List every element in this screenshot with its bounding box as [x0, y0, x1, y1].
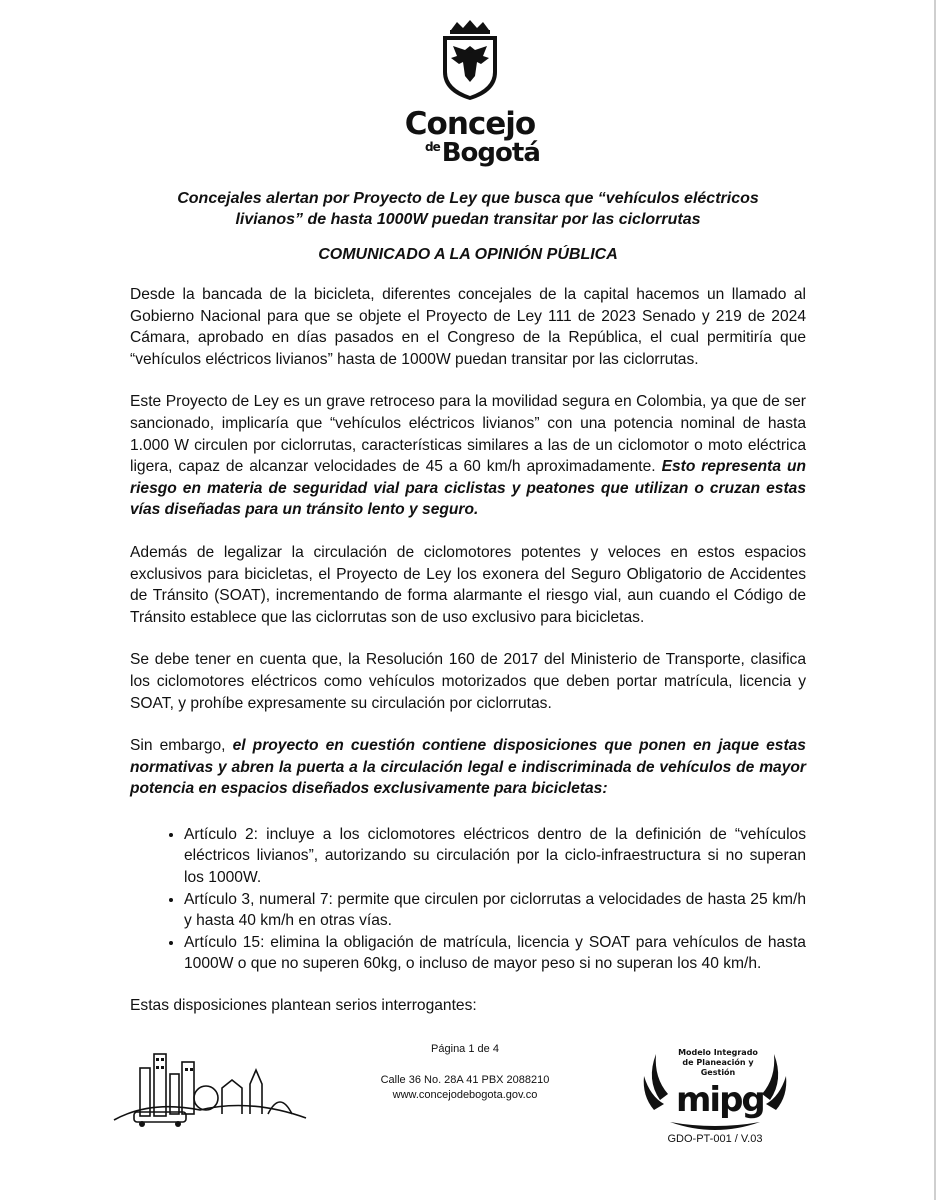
page-number: Página 1 de 4: [431, 1043, 499, 1055]
footer-website: www.concejodebogota.gov.co: [392, 1089, 538, 1101]
document-title: [130, 188, 806, 230]
paragraph-1: Desde la bancada de la bicicleta, diferentes concejales de la capital hacemos un llamado al Gobierno Nacional para que se objete el Proyecto de Ley 111 de 2023 Senado y 219 de 2024 Cámara, aprobado en días pasados en el Congreso de la República, el cual permitiría que “vehículos eléctricos livianos” hasta de 1000W puedan transitar por las ciclorrutas.: [130, 286, 806, 368]
paragraph-2-emphasis: Esto representa un riesgo en materia de seguridad vial para ciclistas y peatones que utilizan o cruzan estas vías diseñadas para un tránsito lento y seguro.: [130, 458, 806, 519]
logo-word-bogota-text: Bogotá: [441, 138, 540, 168]
list-item: • Artículo 3, numeral 7: permite que circulen por ciclorrutas a velocidades de hasta 25 km/h y hasta 40 km/h en otras vías.: [184, 889, 806, 932]
list-item: • Artículo 15: elimina la obligación de matrícula, licencia y SOAT para vehículos de hasta 1000W o que no superen 60kg, o incluso de mayor peso si no superan los 40 km/h.: [184, 932, 806, 975]
paragraph-5-text: Sin embargo,: [130, 737, 233, 755]
bogota-skyline-illustration-icon: [110, 1040, 310, 1130]
paragraph-4: Se debe tener en cuenta que, la Resolución 160 de 2017 del Ministerio de Transporte, clasifica los ciclomotores eléctricos como vehículos motorizados que deben portar matrícula, licencia y SOAT, y prohíbe expresamente su circulación por ciclorrutas.: [130, 651, 806, 712]
paragraph-2-text: Este Proyecto de Ley es un grave retroceso para la movilidad segura en Colombia, ya que de ser sancionado, implicaría que “vehículos eléctricos livianos” con una potencia nominal de hasta 1.000 W circulen por ciclorrutas, características similares a las de un ciclomotor o moto eléctrica ligera, capaz de alcanzar velocidades de 45 a 60 km/h aproximadamente.: [130, 393, 806, 476]
paragraph-5: [130, 735, 806, 800]
mipg-caption: Modelo Integrado de Planeación y Gestión: [678, 1048, 758, 1077]
article-list: [130, 824, 806, 975]
logo-word-de: de: [425, 140, 440, 154]
paragraph-3: Además de legalizar la circulación de ciclomotores potentes y veloces en estos espacios exclusivos para bicicletas, el Proyecto de Ley los exonera del Seguro Obligatorio de Accidentes de Tránsito (SOAT), incrementando de forma alarmante el riesgo vial, aun cuando el Código de Tránsito establece que las ciclorrutas son de uso exclusivo para bicicletas.: [130, 543, 806, 626]
concejo-logo: [395, 20, 545, 168]
logo-word-concejo: Concejo: [404, 106, 536, 142]
title-line-1: Concejales alertan por Proyecto de Ley que busca que “vehículos eléctricos: [177, 190, 759, 207]
closing-line: Estas disposiciones plantean serios interrogantes:: [130, 997, 477, 1015]
document-code: GDO-PT-001 / V.03: [667, 1133, 763, 1145]
document-body: [130, 284, 806, 1017]
mipg-wordmark: mipg: [676, 1080, 764, 1120]
document-subtitle: COMUNICADO A LA OPINIÓN PÚBLICA: [318, 246, 618, 263]
title-line-2: livianos” de hasta 1000W puedan transitar por las ciclorrutas: [235, 211, 701, 228]
paragraph-2: [130, 391, 806, 521]
logo-word-bogota: [425, 138, 540, 168]
footer-contact: [360, 1073, 570, 1103]
footer-address: Calle 36 No. 28A 41 PBX 2088210: [380, 1074, 550, 1086]
paragraph-5-emphasis: el proyecto en cuestión contiene disposiciones que ponen en jaque estas normativas y abren la puerta a la circulación legal e indiscriminada de vehículos de mayor potencia en espacios diseñados exclusivamente para bicicletas:: [130, 737, 806, 798]
list-item: • Artículo 2: incluye a los ciclomotores eléctricos dentro de la definición de “vehículos eléctricos livianos”, autorizando su circulación por la ciclo-infraestructura si no superan los 1000W.: [184, 824, 806, 889]
bogota-coat-of-arms-icon: [437, 20, 503, 102]
